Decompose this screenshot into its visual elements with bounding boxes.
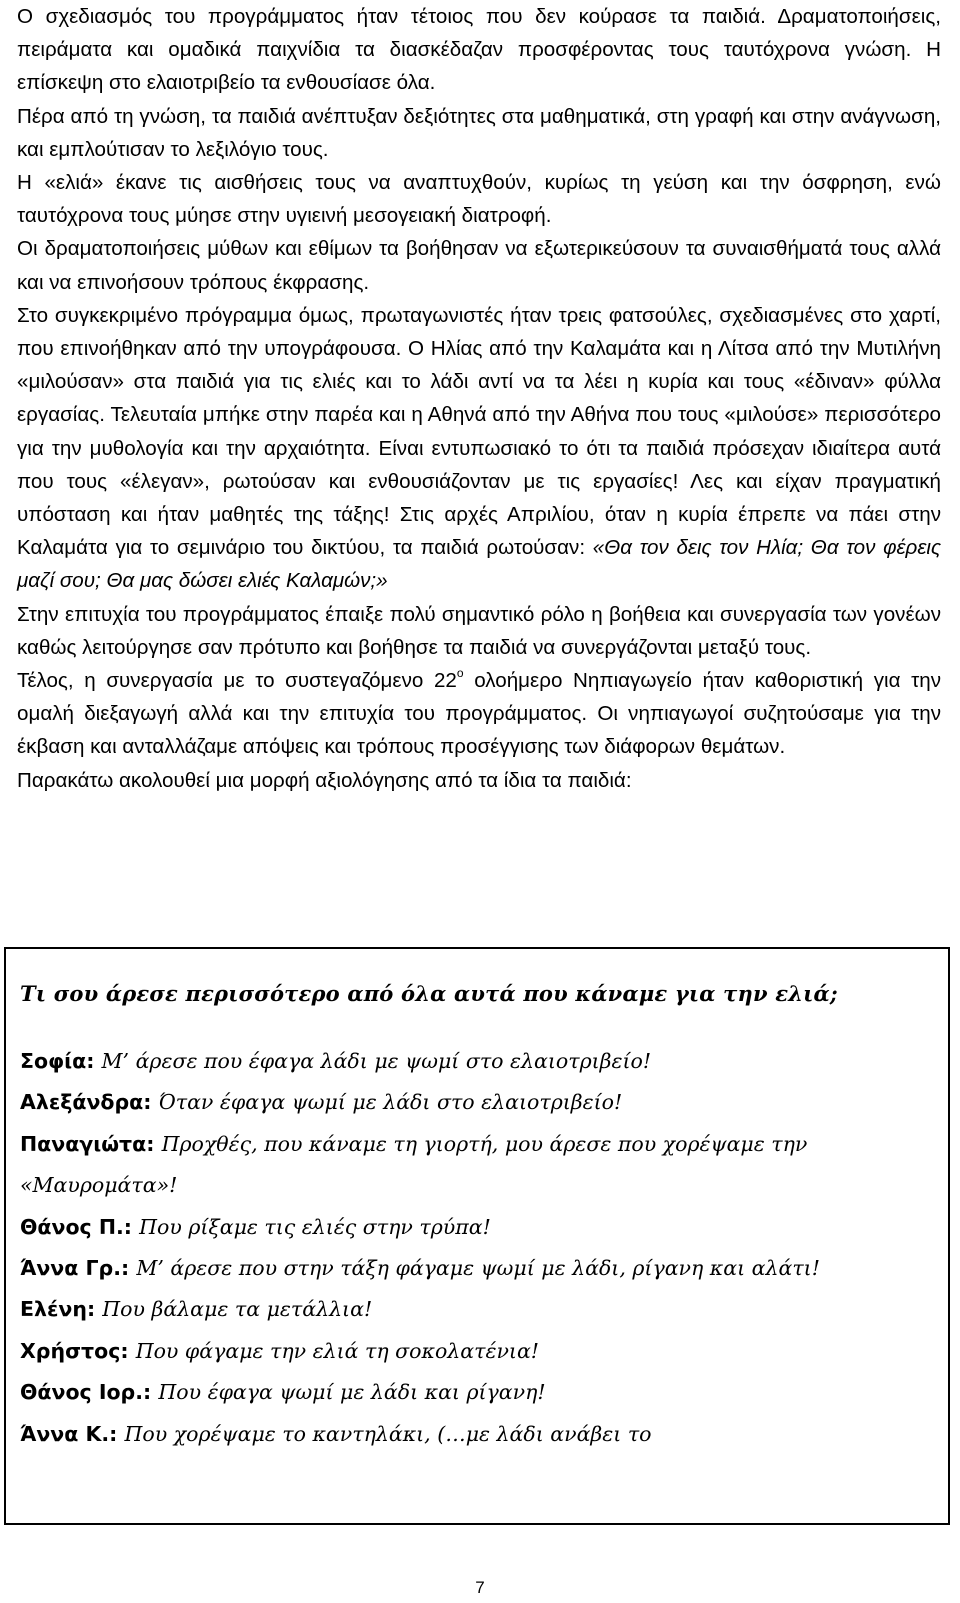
answer-text: Μ’ άρεσε που έφαγα λάδι με ψωμί στο ελαιοτριβείο! xyxy=(101,1049,652,1073)
name-separator: : xyxy=(86,1049,102,1073)
paragraph-7 xyxy=(17,664,941,764)
name-separator: : xyxy=(109,1421,125,1446)
name-separator: : xyxy=(143,1090,159,1115)
child-name: Αλεξάνδρα xyxy=(20,1090,144,1115)
name-separator: : xyxy=(143,1380,159,1405)
answer-text: Που ρίξαμε τις ελιές στην τρύπα! xyxy=(139,1214,491,1239)
answers-list xyxy=(20,1041,920,1455)
answer-text: Μ’ άρεσε που στην τάξη φάγαμε ψωμί με λάδι, ρίγανη και αλάτι! xyxy=(136,1256,820,1281)
child-name: Παναγιώτα xyxy=(20,1131,147,1156)
evaluation-box xyxy=(4,947,950,1525)
name-separator: : xyxy=(86,1297,103,1322)
answer-item xyxy=(20,1414,920,1455)
answer-text: Προχθές, που κάναμε τη γιορτή, μου άρεσε που χορέψαμε την «Μαυρομάτα»! xyxy=(20,1131,808,1198)
answer-text: Που φάγαμε την ελιά τη σοκολατένια! xyxy=(135,1338,540,1363)
paragraph-3: Η «ελιά» έκανε τις αισθήσεις τους να αναπτυχθούν, κυρίως τη γεύση και την όσφρηση, ενώ ταυτόχρονα τους μύησε στην υγιεινή μεσογειακή διατροφή. xyxy=(17,171,941,228)
child-name: Θάνος Ιορ. xyxy=(20,1380,144,1405)
child-name: Σοφία xyxy=(20,1049,87,1073)
answer-item xyxy=(20,1207,920,1248)
answer-item xyxy=(20,1331,920,1372)
child-name: Ελένη xyxy=(20,1297,87,1322)
answer-item xyxy=(20,1372,920,1413)
answer-item xyxy=(20,1124,920,1207)
child-name: Θάνος Π. xyxy=(20,1214,124,1239)
child-name: Άννα Κ. xyxy=(20,1421,110,1446)
paragraph-1: Ο σχεδιασμός του προγράμματος ήταν τέτοιος που δεν κούρασε τα παιδιά. Δραματοποιήσεις, πειράματα και ομαδικά παιχνίδια τα διασκέδαζαν προσφέροντας τους ταυτόχρονα γνώση. Η επίσκεψη στο ελαιοτριβείο τα ενθουσίασε όλα. xyxy=(17,5,941,95)
name-separator: : xyxy=(123,1214,140,1239)
evaluation-question: Τι σου άρεσε περισσότερο από όλα αυτά που κάναμε για την ελιά; xyxy=(20,981,838,1006)
answer-item xyxy=(20,1248,920,1289)
name-separator: : xyxy=(120,1338,136,1363)
children-quote: «Θα τον δεις τον Ηλία; Θα τον φέρεις μαζί σου; Θα μας δώσει ελιές Καλαμών;» xyxy=(17,536,941,593)
evaluation-intro: Παρακάτω ακολουθεί μια μορφή αξιολόγησης από τα ίδια τα παιδιά: xyxy=(17,768,632,792)
paragraph-2: Πέρα από τη γνώση, τα παιδιά ανέπτυξαν δεξιότητες στα μαθηματικά, στη γραφή και στην ανάγνωση, και εμπλούτισαν το λεξιλόγιο τους. xyxy=(17,104,941,161)
answer-text: Που χορέψαμε το καντηλάκι, (…με λάδι ανάβει το xyxy=(124,1421,652,1446)
answer-text: Που βάλαμε τα μετάλλια! xyxy=(102,1297,373,1322)
answer-text: Που έφαγα ψωμί με λάδι και ρίγανη! xyxy=(158,1380,546,1405)
body-text xyxy=(17,0,941,797)
child-name: Χρήστος xyxy=(20,1338,121,1363)
answer-item xyxy=(20,1082,920,1123)
ordinal-superscript: ο xyxy=(456,666,464,681)
paragraph-6: Στην επιτυχία του προγράμματος έπαιξε πολύ σημαντικό ρόλο η βοήθεια και συνεργασία των γονέων καθώς λειτούργησε σαν πρότυπο και βοήθησε τα παιδιά να συνεργάζονται μεταξύ τους. xyxy=(17,602,941,659)
paragraph-5 xyxy=(17,299,941,598)
name-separator: : xyxy=(121,1256,137,1281)
page-number: 7 xyxy=(475,1578,485,1597)
paragraph-4: Οι δραματοποιήσεις μύθων και εθίμων τα βοήθησαν να εξωτερικεύσουν τα συναισθήματά τους αλλά και να επινοήσουν τρόπους έκφρασης. xyxy=(17,237,941,294)
name-separator: : xyxy=(146,1131,162,1156)
answer-item xyxy=(20,1289,920,1330)
child-name: Άννα Γρ. xyxy=(20,1256,122,1281)
paragraph-7-end: ολοήμερο Νηπιαγωγείο ήταν καθοριστική για την ομαλή διεξαγωγή αλλά και την επιτυχία του προγράμματος. Οι νηπιαγωγοί συζητούσαμε για την έκβαση και ανταλλάζαμε απόψεις και τρόπους προσέγγισης των διάφορων θεμάτων. xyxy=(17,669,942,759)
paragraph-7-start: Τέλος, η συνεργασία με το συστεγαζόμενο 22 xyxy=(17,669,457,693)
paragraph-5-text: Στο συγκεκριμένο πρόγραμμα όμως, πρωταγωνιστές ήταν τρεις φατσούλες, σχεδιασμένες στο χαρτί, που επινοήθηκαν από την υπογράφουσα. Ο Ηλίας από την Καλαμάτα και η Λίτσα από την Μυτιλήνη «μιλούσαν» στα παιδιά για τις ελιές και το λάδι αντί να τα λέει η κυρία και τους «έδιναν» φύλλα εργασίας. Τελευταία μπήκε στην παρέα και η Αθηνά από την Αθήνα που τους «μιλούσε» περισσότερο για την μυθολογία και την αρχαιότητα. Είναι εντυπωσιακό το ότι τα παιδιά πρόσεχαν ιδιαίτερα αυτά που τους «έλεγαν», ρωτούσαν και ενθουσιάζονταν με τις εργασίες! Λες και είχαν πραγματική υπόσταση και ήταν μαθητές της τάξης! Στις αρχές Απριλίου, όταν η κυρία έπρεπε να πάει στην Καλαμάτα για το σεμινάριο του δικτύου, τα παιδιά ρωτούσαν: xyxy=(17,303,941,560)
answer-item xyxy=(20,1041,920,1082)
answer-text: Όταν έφαγα ψωμί με λάδι στο ελαιοτριβείο! xyxy=(158,1090,623,1115)
